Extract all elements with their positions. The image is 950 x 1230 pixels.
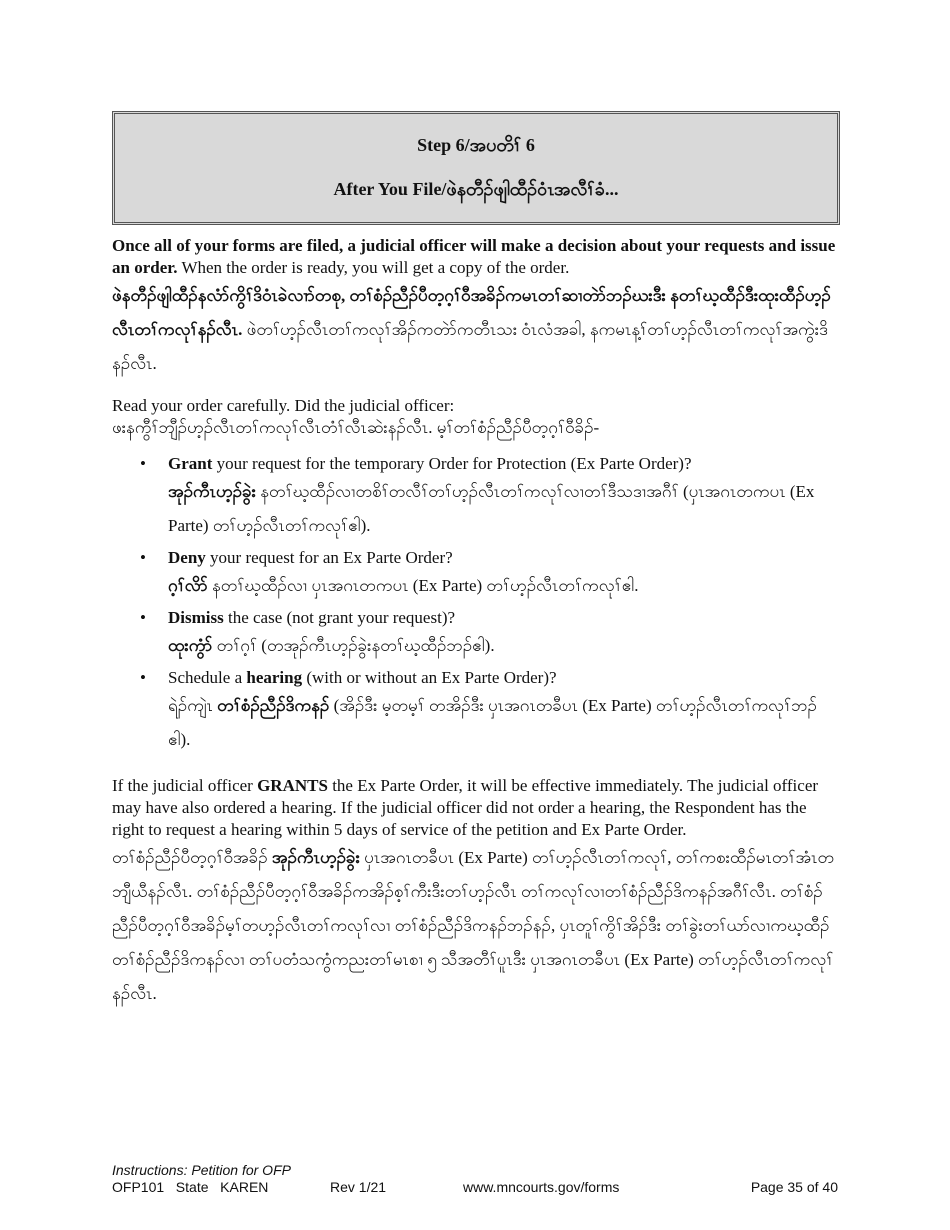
list-item-hearing bbox=[112, 667, 838, 757]
bullet-icon: • bbox=[140, 668, 146, 687]
footer-form-id: OFP101 State KAREN bbox=[112, 1179, 269, 1195]
footer-page-number: Page 35 of 40 bbox=[750, 1179, 838, 1195]
list-item-dismiss bbox=[112, 607, 838, 663]
step-subtitle: After You File/ဖဲနတီၣ်ဖျါထီၣ်ဝံၤအလီၢ်ခံ... bbox=[333, 179, 619, 199]
page-footer bbox=[112, 1162, 838, 1196]
intro-english bbox=[112, 235, 838, 279]
footer-title: Instructions: Petition for OFP bbox=[112, 1162, 291, 1178]
list-item-english: Dismiss the case (not grant your request)? bbox=[168, 608, 456, 627]
list-item-deny bbox=[112, 547, 838, 603]
intro-karen-bold: ဖဲနတီၣ်ဖျါထီၣ်နလံာ်ကွိၢ်ဒိဝံၤခဲလၢာ်တစု, တၢ်စံၣ်ညီၣ်ပီတ့ဂ့ၢ်ဝီအခိၣ်ကမၤတၢ်ဆၢတဲာ်ဘၣ်ဃးဒီး နတၢ်ဃ့ထီၣ်ဒီးထုးထီၣ်ဟ့ၣ်လီၤတၢ်ကလုၢ်နၣ်လီၤ. bbox=[112, 286, 831, 339]
list-item-karen: ထုးကွံာ် တၢ်ဂ့ၢ် (တအုၣ်ကီၤဟ့ၣ်ခွဲးနတၢ်ဃ့ထီၣ်ဘၣ်ဧါ). bbox=[168, 636, 495, 655]
grants-karen: တၢ်စံၣ်ညီၣ်ပီတ့ဂ့ၢ်ဝီအခိၣ် အုၣ်ကီၤဟ့ၣ်ခွဲး ပှၤအဂၤတခီပၤ (Ex Parte) တၢ်ဟ့ၣ်လီၤတၢ်ကလုၢ်, တၢ်ကစးထီၣ်မၤတၢ်အံၤတဘျီယီနၣ်လီၤ. တၢ်စံၣ်ညီၣ်ပီတ့ဂ့ၢ်ဝီအခိၣ်ကအိၣ်စ့ၢ်ကီးဒီးတၢ်ဟ့ၣ်လီၤ တၢ်ကလုၢ်လၢတၢ်စံၣ်ညီၣ်ဒိကနၣ်အဂီၢ်လီၤ. တၢ်စံၣ်ညီၣ်ပီတ့ဂ့ၢ်ဝီအခိၣ်မ့ၢ်တဟ့ၣ်လီၤတၢ်ကလုၢ်လၢ တၢ်စံၣ်ညီၣ်ဒိကနၣ်ဘၣ်နၣ်, ပှၤတူၢ်ကွိၢ်အိၣ်ဒီး တၢ်ခွဲးတၢ်ယာ်လၢကဃ့ထီၣ်တၢ်စံၣ်ညီၣ်ဒိကနၣ်လၢ တၢ်ပတံသကွံကညးတၢ်မၤစၢ ၅ သီအတီၢ်ပူၤဒီး ပှၤအဂၤတခီပၤ (Ex Parte) တၢ်ဟ့ၣ်လီၤတၢ်ကလုၢ် နၣ်လီၤ. bbox=[112, 848, 835, 1003]
bullet-icon: • bbox=[140, 548, 146, 567]
read-order-karen: ဖးနကွီၢ်ဘျီၣ်ဟ့ၣ်လီၤတၢ်ကလုၢ်လီၤတံၢ်လီၤဆဲးနၣ်လီၤ. မ့ၢ်တၢ်စံၣ်ညီၣ်ပီတ့ဂ့ၢ်ဝီခိၣ်- bbox=[112, 418, 600, 437]
intro-karen-rest: ဖဲတၢ်ဟ့ၣ်လီၤတၢ်ကလုၢ်အိၣ်ကတဲာ်ကတီၤသး ဝံၤလံအခါ, နကမၤန့ၢ်တၢ်ဟ့ၣ်လီၤတၢ်ကလုၢ်အကွဲးဒိနၣ်လီၤ. bbox=[112, 320, 828, 373]
bullet-icon: • bbox=[140, 454, 146, 473]
list-item-karen: ဂ့ၢ်လိာ် နတၢ်ဃ့ထီၣ်လၢ ပှၤအဂၤတကပၤ (Ex Parte) တၢ်ဟ့ၣ်လီၤတၢ်ကလုၢ်ဧါ. bbox=[168, 576, 639, 595]
footer-url-link[interactable]: www.mncourts.gov/forms bbox=[463, 1179, 620, 1195]
list-item-grant bbox=[112, 453, 838, 543]
list-item-english: Deny your request for an Ex Parte Order? bbox=[168, 548, 453, 567]
step-title: Step 6/အပတိၢ် 6 bbox=[417, 135, 535, 155]
step-header-box bbox=[112, 111, 840, 225]
list-item-english: Schedule a hearing (with or without an Ex Parte Order)? bbox=[168, 668, 557, 687]
read-order-english: Read your order carefully. Did the judicial officer: bbox=[112, 396, 455, 415]
list-item-karen: အုၣ်ကီၤဟ့ၣ်ခွဲး နတၢ်ဃ့ထီၣ်လၢတစိၢ်တလီၢ်တၢ်ဟ့ၣ်လီၤတၢ်ကလုၢ်လၢတၢ်ဒီသဒၢအဂီၢ် (ပှၤအဂၤတကပၤ (Ex Parte) တၢ်ဟ့ၣ်လီၤတၢ်ကလုၢ်ဧါ). bbox=[168, 482, 815, 535]
intro-english-rest: When the order is ready, you will get a copy of the order. bbox=[177, 258, 570, 277]
intro-karen bbox=[112, 279, 838, 381]
list-item-english: Grant your request for the temporary Order for Protection (Ex Parte Order)? bbox=[168, 454, 692, 473]
footer-revision: Rev 1/21 bbox=[330, 1179, 387, 1195]
list-item-karen: ရဲၣ်ကျဲၤ တၢ်စံၣ်ညီၣ်ဒိကနၣ် (အိၣ်ဒီး မ့တမ့ၢ် တအိၣ်ဒီး ပှၤအဂၤတခီပၤ (Ex Parte) တၢ်ဟ့ၣ်လီၤတၢ်ကလုၢ်ဘၣ်ဧါ). bbox=[168, 696, 817, 749]
intro-english-bold: Once all of your forms are filed, a judicial officer will make a decision about your requests and issue an order. bbox=[112, 236, 836, 277]
grants-english: If the judicial officer GRANTS the Ex Parte Order, it will be effective immediately. The judicial officer may have also ordered a hearing. If the judicial officer did not order a hearing, the Respondent has the right to request a hearing within 5 days of service of the petition and Ex Parte Order. bbox=[112, 776, 819, 839]
bullet-icon: • bbox=[140, 608, 146, 627]
decision-list bbox=[112, 453, 838, 757]
document-body bbox=[112, 235, 838, 1011]
